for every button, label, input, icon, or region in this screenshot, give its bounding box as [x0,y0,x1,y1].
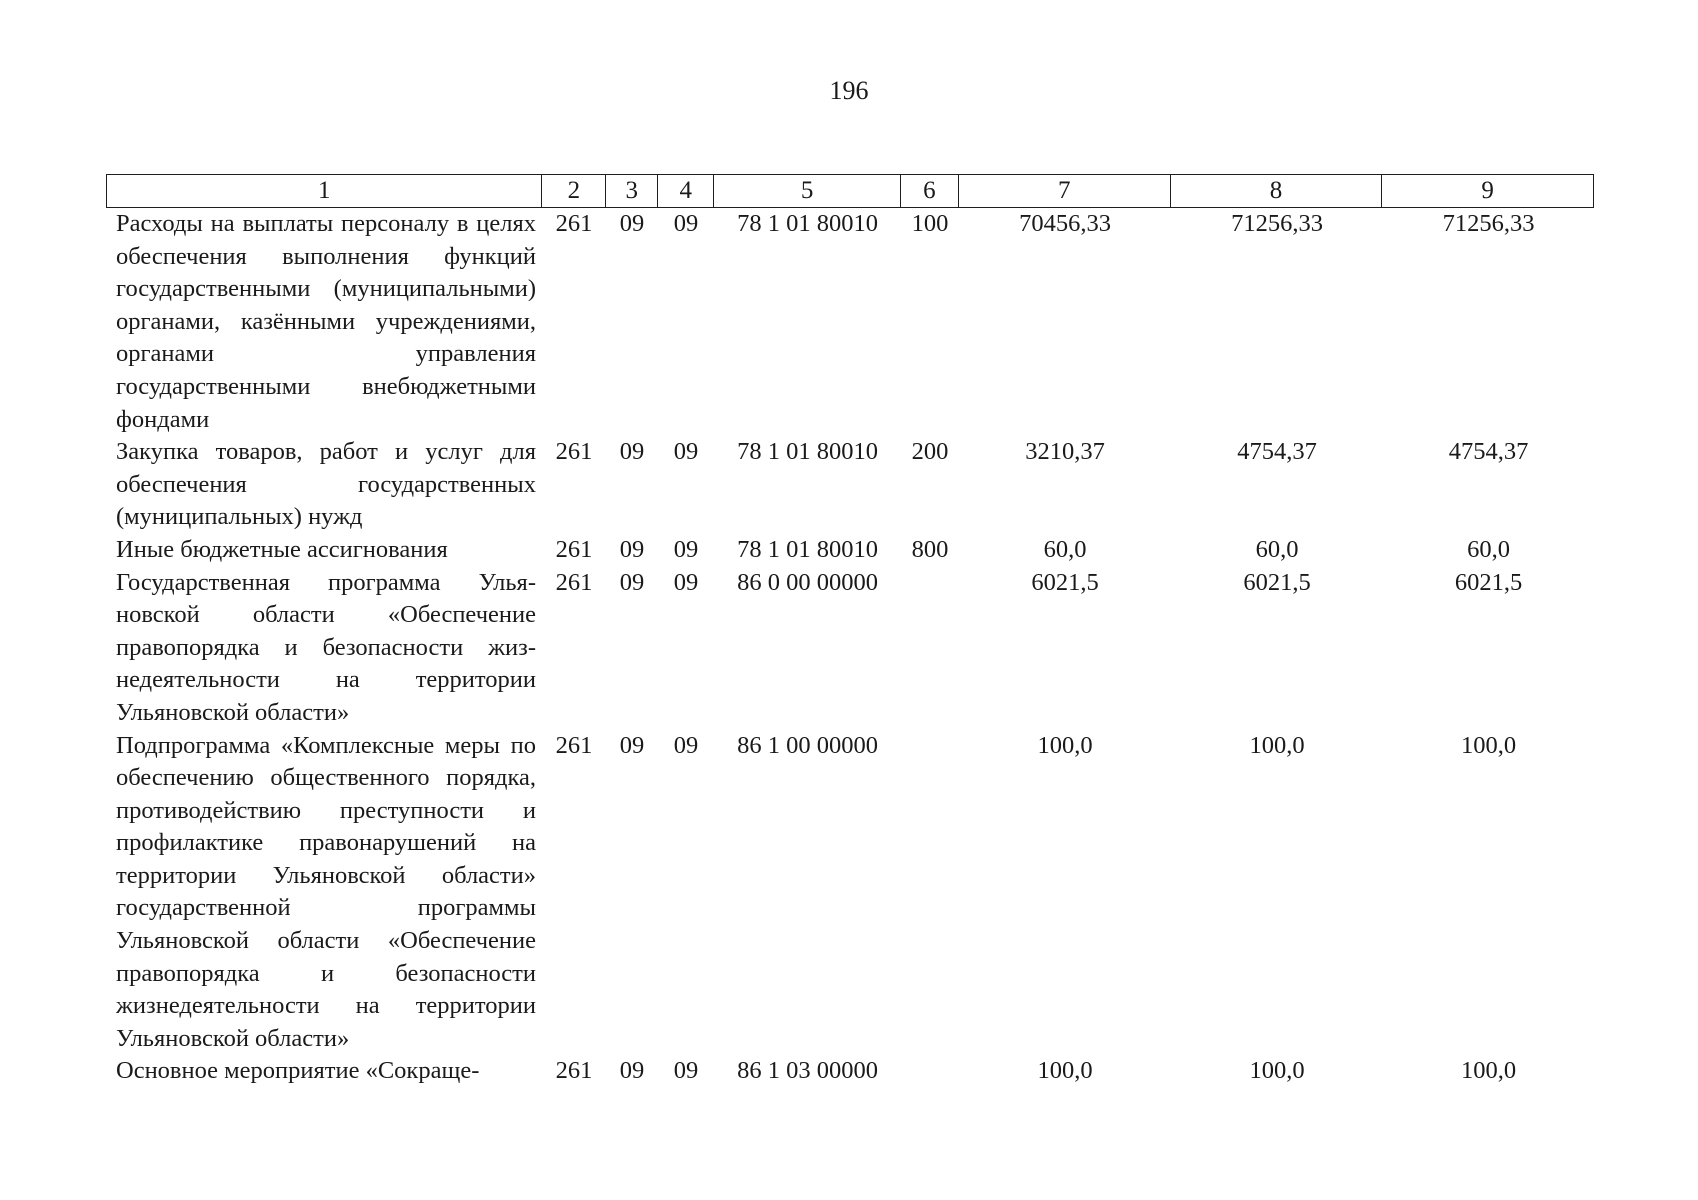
row-code-5: 78 1 01 80010 [737,535,878,563]
row-code-2: 261 [555,210,593,237]
row-amount-9: 6021,5 [1454,568,1523,596]
row-code-4: 09 [673,438,699,466]
row-amount-8: 100,0 [1249,1057,1305,1085]
row-code-4: 09 [673,568,699,596]
row-description: Государственная программа Ульяновской области «Обеспечение правопорядка и безопасности жизнедеятельности на территории Ульяновской области» [116,568,536,726]
table-row [106,1055,1594,1088]
row-description: Основное мероприятие «Сокраще- [116,1057,480,1085]
row-amount-9: 100,0 [1460,731,1517,759]
header-cell: 3 [606,175,658,207]
row-code-2: 261 [555,731,593,759]
row-code-5: 78 1 01 80010 [737,210,878,237]
row-code-6: 200 [911,438,949,466]
row-code-5: 86 1 00 00000 [737,731,878,759]
row-code-3: 09 [619,535,645,563]
table-row [106,534,1594,567]
header-cell: 8 [1171,175,1383,207]
row-code-2: 261 [555,438,593,466]
row-amount-9: 4754,37 [1448,438,1529,466]
budget-table [106,174,1594,1088]
row-amount-9: 71256,33 [1442,210,1535,237]
row-code-3: 09 [619,210,645,237]
row-amount-8: 4754,37 [1237,438,1317,466]
row-code-3: 09 [619,731,645,759]
row-description: Подпрограмма «Комплексные меры по обеспечению общественного порядка, противодействию преступности и профилактике правонарушений на территории Ульяновской области» государственной программы Ульяновской области «Обеспечение правопорядка и безопасности жизнедеятельности на территории Ульяновской области» [116,731,536,1052]
column-number-header [106,174,1594,208]
row-code-3: 09 [619,568,645,596]
header-cell: 1 [107,175,542,207]
row-code-6 [901,567,959,730]
row-amount-7: 3210,37 [1025,438,1105,466]
row-amount-8: 71256,33 [1231,210,1323,237]
header-cell: 2 [542,175,606,207]
row-amount-8: 6021,5 [1243,568,1311,596]
row-code-6 [901,1055,959,1088]
row-amount-7: 100,0 [1037,731,1093,759]
row-code-6: 100 [911,210,949,237]
row-code-4: 09 [673,1057,699,1085]
row-code-2: 261 [555,568,593,596]
row-code-2: 261 [555,535,593,563]
row-amount-9: 60,0 [1467,535,1510,563]
header-cell: 6 [901,175,959,207]
row-amount-7: 100,0 [1037,1057,1093,1085]
header-cell: 7 [959,175,1171,207]
table-row [106,730,1594,1056]
row-code-6: 800 [911,535,949,563]
row-amount-7: 6021,5 [1031,568,1099,596]
row-amount-9: 100,0 [1460,1057,1517,1085]
row-code-2: 261 [555,1057,593,1085]
row-code-4: 09 [673,731,699,759]
row-description: Иные бюджетные ассигнования [116,535,448,563]
header-cell: 4 [658,175,714,207]
table-row [106,208,1594,436]
row-description: Расходы на выплаты персоналу в целях обеспечения выполнения функций государственными (муниципальными) органами, казёнными учреждениями, органами управления государственными внебюджетными фондами [116,210,536,433]
row-code-3: 09 [619,1057,645,1085]
row-amount-7: 70456,33 [1019,210,1111,237]
page-number: 196 [829,76,869,105]
row-code-4: 09 [673,210,699,237]
row-description: Закупка товаров, работ и услуг для обеспечения государственных (муниципальных) нужд [116,438,536,531]
table-body [106,208,1594,1088]
header-cell: 9 [1481,177,1494,204]
table-row [106,567,1594,730]
row-code-3: 09 [619,438,645,466]
row-amount-8: 60,0 [1255,535,1299,563]
row-amount-7: 60,0 [1043,535,1087,563]
row-code-4: 09 [673,535,699,563]
row-code-5: 86 0 00 00000 [737,568,878,596]
row-amount-8: 100,0 [1249,731,1305,759]
row-code-5: 78 1 01 80010 [737,438,878,466]
row-code-6 [901,730,959,1056]
row-code-5: 86 1 03 00000 [737,1057,878,1085]
table-row [106,436,1594,534]
header-cell: 5 [714,175,901,207]
